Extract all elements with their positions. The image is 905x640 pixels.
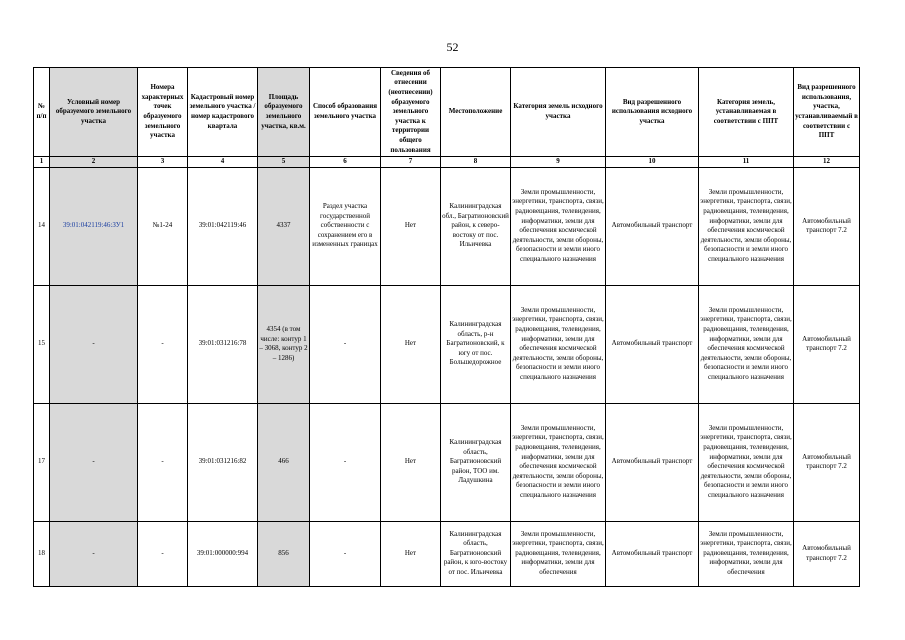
method-cell: -	[310, 285, 381, 403]
cadastral-cell: 39:01:031216:82	[188, 403, 258, 521]
public-use-cell: Нет	[381, 167, 441, 285]
column-number: 3	[138, 157, 188, 168]
header-cell: Вид разрешенного использования исходного участка	[606, 68, 699, 157]
public-use-cell: Нет	[381, 521, 441, 586]
area-cell: 4337	[258, 167, 310, 285]
column-number: 8	[441, 157, 511, 168]
header-cell: Категория земель, устанавливаемая в соответствии с ППТ	[699, 68, 794, 157]
location-cell: Калининградская область, р-н Багратионовский, к югу от пос. Большедорожное	[441, 285, 511, 403]
column-number-row	[34, 157, 860, 168]
header-cell: Площадь образуемого земельного участка, кв.м.	[258, 68, 310, 157]
ppt-use-cell: Автомобильный транспорт 7.2	[794, 403, 860, 521]
source-category-cell: Земли промышленности, энергетики, транспорта, связи, радиовещания, телевидения, информатики, земли для обеспечения космической деятельности, земли обороны, безопасности и земли иного специального назначения	[511, 167, 606, 285]
source-category-cell: Земли промышленности, энергетики, транспорта, связи, радиовещания, телевидения, информатики, земли для обеспечения	[511, 521, 606, 586]
points-cell: -	[138, 403, 188, 521]
source-use-cell: Автомобильный транспорт	[606, 167, 699, 285]
ppt-category-cell: Земли промышленности, энергетики, транспорта, связи, радиовещания, телевидения, информатики, земли для обеспечения космической деятельности, земли обороны, безопасности и земли иного специального назначения	[699, 285, 794, 403]
table-row	[34, 285, 860, 403]
conditional-number-cell: -	[50, 521, 138, 586]
column-number: 4	[188, 157, 258, 168]
column-number: 7	[381, 157, 441, 168]
method-cell: -	[310, 521, 381, 586]
ppt-use-cell: Автомобильный транспорт 7.2	[794, 521, 860, 586]
header-row	[34, 68, 860, 157]
source-use-cell: Автомобильный транспорт	[606, 403, 699, 521]
header-cell: Категория земель исходного участка	[511, 68, 606, 157]
area-cell: 466	[258, 403, 310, 521]
ppt-category-cell: Земли промышленности, энергетики, транспорта, связи, радиовещания, телевидения, информатики, земли для обеспечения космической деятельности, земли обороны, безопасности и земли иного специального назначения	[699, 167, 794, 285]
method-cell: Раздел участка государственной собственности с сохранением его в измененных границах	[310, 167, 381, 285]
cadastral-cell: 39:01:031216:78	[188, 285, 258, 403]
column-number: 9	[511, 157, 606, 168]
ppt-category-cell: Земли промышленности, энергетики, транспорта, связи, радиовещания, телевидения, информатики, земли для обеспечения	[699, 521, 794, 586]
table-row	[34, 403, 860, 521]
column-number: 10	[606, 157, 699, 168]
cadastral-cell: 39:01:042119:46	[188, 167, 258, 285]
conditional-number-cell: -	[50, 285, 138, 403]
column-number: 2	[50, 157, 138, 168]
ppt-category-cell: Земли промышленности, энергетики, транспорта, связи, радиовещания, телевидения, информатики, земли для обеспечения космической деятельности, земли обороны, безопасности и земли иного специального назначения	[699, 403, 794, 521]
page-number: 52	[446, 40, 459, 54]
area-cell: 4354 (в том числе: контур 1 – 3068, контур 2 – 1286)	[258, 285, 310, 403]
public-use-cell: Нет	[381, 285, 441, 403]
conditional-number-cell: -	[50, 403, 138, 521]
row-number: 18	[34, 521, 50, 586]
area-cell: 856	[258, 521, 310, 586]
location-cell: Калининградская обл., Багратионовский район, к северо-востоку от пос. Ильичевка	[441, 167, 511, 285]
row-number: 14	[34, 167, 50, 285]
column-number: 11	[699, 157, 794, 168]
cadastral-cell: 39:01:000000:994	[188, 521, 258, 586]
header-cell: Местоположение	[441, 68, 511, 157]
points-cell: №1-24	[138, 167, 188, 285]
column-number: 1	[34, 157, 50, 168]
table-row	[34, 167, 860, 285]
header-cell: Вид разрешенного использования, участка, устанавливаемый в соответствии с ППТ	[794, 68, 860, 157]
land-plots-table	[33, 67, 860, 587]
header-cell: Номера характерных точек образуемого земельного участка	[138, 68, 188, 157]
source-use-cell: Автомобильный транспорт	[606, 285, 699, 403]
ppt-use-cell: Автомобильный транспорт 7.2	[794, 285, 860, 403]
header-cell: Сведения об отнесении (неотнесении) образуемого земельного участка к территории общего пользования	[381, 68, 441, 157]
header-cell: Способ образования земельного участка	[310, 68, 381, 157]
header-cell: № п/п	[34, 68, 50, 157]
source-category-cell: Земли промышленности, энергетики, транспорта, связи, радиовещания, телевидения, информатики, земли для обеспечения космической деятельности, земли обороны, безопасности и земли иного специального назначения	[511, 285, 606, 403]
column-number: 12	[794, 157, 860, 168]
row-number: 17	[34, 403, 50, 521]
ppt-use-cell: Автомобильный транспорт 7.2	[794, 167, 860, 285]
public-use-cell: Нет	[381, 403, 441, 521]
location-cell: Калининградская область, Багратионовский район, к юго-востоку от пос. Ильичевка	[441, 521, 511, 586]
table-row	[34, 521, 860, 586]
method-cell: -	[310, 403, 381, 521]
row-number: 15	[34, 285, 50, 403]
location-cell: Калининградская область, Багратионовский район, ТОО им. Ладушкина	[441, 403, 511, 521]
header-cell: Условный номер образуемого земельного участка	[50, 68, 138, 157]
source-use-cell: Автомобильный транспорт	[606, 521, 699, 586]
header-cell: Кадастровый номер земельного участка /номер кадастрового квартала	[188, 68, 258, 157]
points-cell: -	[138, 521, 188, 586]
column-number: 6	[310, 157, 381, 168]
conditional-number-link[interactable]: 39:01:042119:46:ЗУ1	[50, 167, 138, 285]
column-number: 5	[258, 157, 310, 168]
source-category-cell: Земли промышленности, энергетики, транспорта, связи, радиовещания, телевидения, информатики, земли для обеспечения космической деятельности, земли обороны, безопасности и земли иного специального назначения	[511, 403, 606, 521]
points-cell: -	[138, 285, 188, 403]
